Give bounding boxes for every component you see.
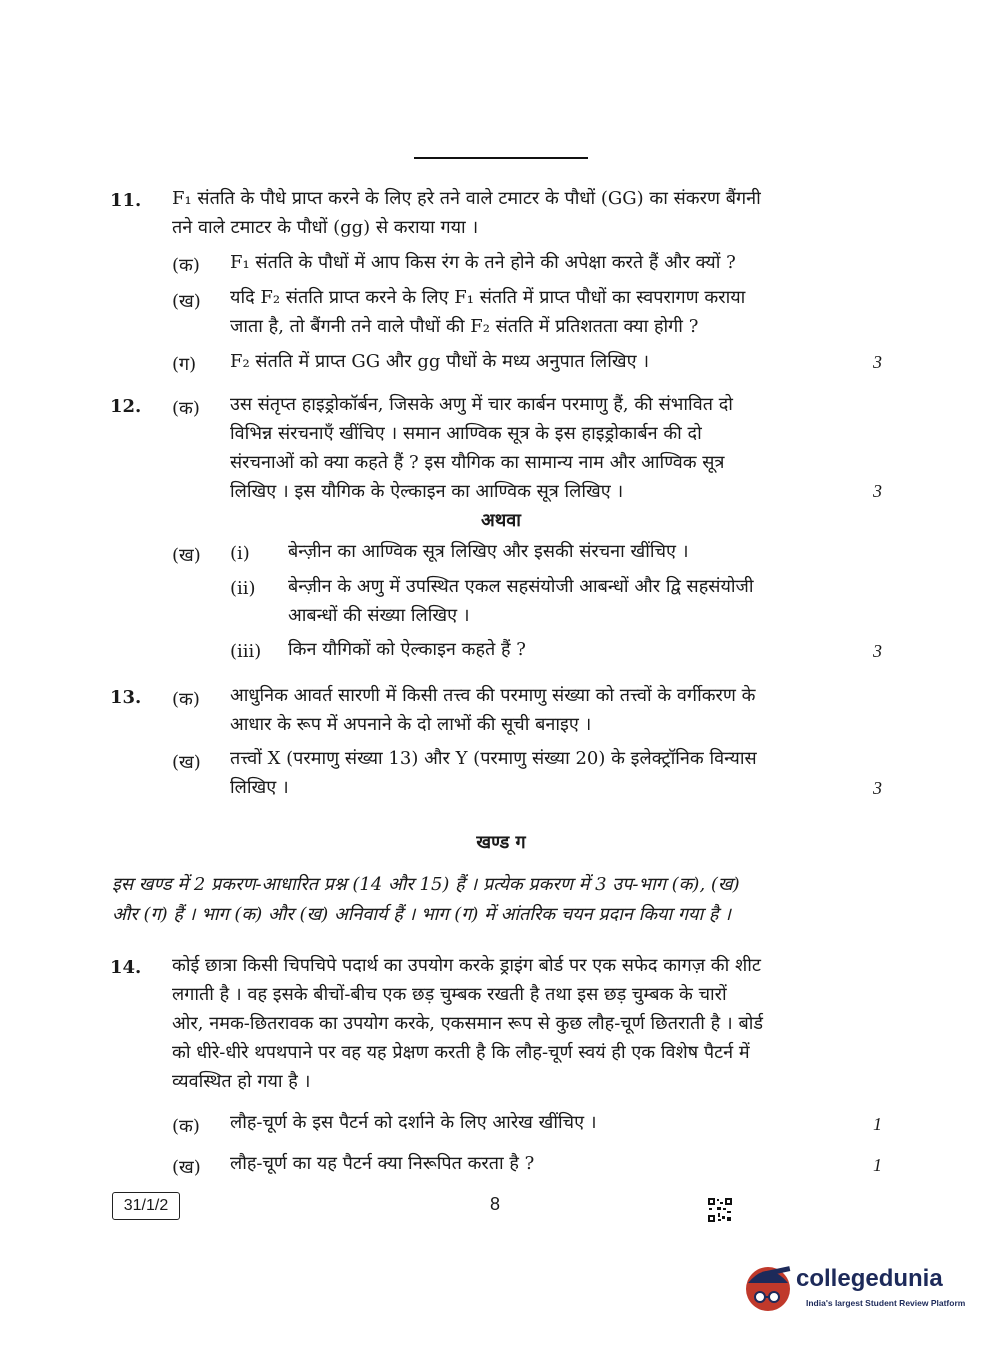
q11-c-label: (ग) bbox=[172, 354, 197, 375]
question-number-12: 12. bbox=[110, 396, 142, 417]
q14-a-label: (क) bbox=[172, 1116, 200, 1137]
q11-stem-line1: F₁ संतति के पौधे प्राप्त करने के लिए हरे तने वाले टमाटर के पौधों (GG) का संकरण बैंगनी bbox=[172, 188, 761, 209]
q14-stem-line3: ओर, नमक-छितरावक का उपयोग करके, एकसमान रूप से कुछ लौह-चूर्ण छितराती है । बोर्ड bbox=[172, 1013, 764, 1034]
q13-a-line1: आधुनिक आवर्त सारणी में किसी तत्त्व की परमाणु संख्या को तत्त्वों के वर्गीकरण के bbox=[230, 685, 756, 706]
question-number-11: 11. bbox=[110, 190, 142, 211]
q12-a-line3: संरचनाओं को क्या कहते हैं ? इस यौगिक का सामान्य नाम और आण्विक सूत्र bbox=[230, 452, 725, 473]
q12-b-iii-text: किन यौगिकों को ऐल्काइन कहते हैं ? bbox=[288, 639, 526, 660]
q14-b-marks: 1 bbox=[873, 1155, 882, 1175]
q14-stem-line4: को धीरे-धीरे थपथपाने पर वह यह प्रेक्षण करती है कि लौह-चूर्ण स्वयं ही एक विशेष पैटर्न में bbox=[172, 1042, 750, 1063]
q13-a-label: (क) bbox=[172, 689, 200, 710]
q11-stem-line2: तने वाले टमाटर के पौधों (gg) से कराया गया । bbox=[172, 217, 479, 238]
q11-b-line1: यदि F₂ संतति प्राप्त करने के लिए F₁ संतति में प्राप्त पौधों का स्वपरागण कराया bbox=[230, 287, 746, 308]
q13-marks: 3 bbox=[873, 778, 882, 798]
q14-stem-line5: व्यवस्थित हो गया है । bbox=[172, 1071, 311, 1092]
q11-a-label: (क) bbox=[172, 255, 200, 276]
q11-a-text: F₁ संतति के पौधों में आप किस रंग के तने होने की अपेक्षा करते हैं और क्यों ? bbox=[230, 252, 736, 273]
q13-b-line2: लिखिए । bbox=[230, 777, 289, 798]
q12-b-label: (ख) bbox=[172, 545, 201, 566]
q11-marks: 3 bbox=[873, 352, 882, 372]
q12-b-ii-line1: बेन्ज़ीन के अणु में उपस्थित एकल सहसंयोजी आबन्धों और द्वि सहसंयोजी bbox=[288, 576, 754, 597]
q12-b-ii-line2: आबन्धों की संख्या लिखिए । bbox=[288, 605, 470, 626]
q11-b-line2: जाता है, तो बैंगनी तने वाले पौधों की F₂ संतति में प्रतिशतता क्या होगी ? bbox=[230, 316, 699, 337]
q14-a-text: लौह-चूर्ण के इस पैटर्न को दर्शाने के लिए आरेख खींचिए । bbox=[230, 1112, 597, 1133]
q12-b-marks: 3 bbox=[873, 641, 882, 661]
q13-b-line1: तत्त्वों X (परमाणु संख्या 13) और Y (परमाणु संख्या 20) के इलेक्ट्रॉनिक विन्यास bbox=[230, 748, 757, 769]
question-number-13: 13. bbox=[110, 687, 142, 708]
q12-b-i-text: बेन्ज़ीन का आण्विक सूत्र लिखिए और इसकी संरचना खींचिए । bbox=[288, 541, 689, 562]
section-instructions-line2: और (ग) हैं । भाग (क) और (ख) अनिवार्य हैं । भाग (ग) में आंतरिक चयन प्रदान किया गया है । bbox=[112, 904, 731, 925]
q11-b-label: (ख) bbox=[172, 291, 201, 312]
question-number-14: 14. bbox=[110, 957, 142, 978]
q11-c-text: F₂ संतति में प्राप्त GG और gg पौधों के मध्य अनुपात लिखिए । bbox=[230, 351, 650, 372]
top-divider bbox=[414, 157, 588, 159]
q12-a-line4: लिखिए । इस यौगिक के ऐल्काइन का आण्विक सूत्र लिखिए । bbox=[230, 481, 624, 502]
q14-stem-line2: लगाती है । वह इसके बीचों-बीच एक छड़ चुम्बक रखती है तथा इस छड़ चुम्बक के चारों bbox=[172, 984, 727, 1005]
q12-b-iii-label: (iii) bbox=[230, 641, 262, 662]
section-instructions-line1: इस खण्ड में 2 प्रकरण-आधारित प्रश्न (14 और 15) हैं । प्रत्येक प्रकरण में 3 उप-भाग (क), (ख) bbox=[112, 874, 740, 895]
logo-tagline: India's largest Student Review Platform bbox=[806, 1298, 966, 1308]
q12-b-ii-label: (ii) bbox=[230, 578, 256, 599]
q12-a-marks: 3 bbox=[873, 481, 882, 501]
q14-b-label: (ख) bbox=[172, 1157, 201, 1178]
q14-stem-line1: कोई छात्रा किसी चिपचिपे पदार्थ का उपयोग करके ड्राइंग बोर्ड पर एक सफेद कागज़ की शीट bbox=[172, 955, 761, 976]
q12-a-line1: उस संतृप्त हाइड्रोकॉर्बन, जिसके अणु में चार कार्बन परमाणु हैं, की संभावित दो bbox=[230, 394, 733, 415]
qr-code-icon bbox=[707, 1197, 733, 1223]
q13-a-line2: आधार के रूप में अपनाने के दो लाभों की सूची बनाइए । bbox=[230, 714, 592, 735]
page-number: 8 bbox=[490, 1194, 501, 1214]
q13-b-label: (ख) bbox=[172, 752, 201, 773]
logo-name: collegedunia bbox=[796, 1265, 943, 1292]
q12-a-line2: विभिन्न संरचनाएँ खींचिए । समान आण्विक सूत्र के इस हाइड्रोकार्बन की दो bbox=[230, 423, 702, 444]
q12-b-i-label: (i) bbox=[230, 543, 250, 564]
or-heading: अथवा bbox=[481, 510, 521, 531]
q12-a-label: (क) bbox=[172, 398, 200, 419]
section-title: खण्ड ग bbox=[476, 832, 526, 853]
q14-a-marks: 1 bbox=[873, 1114, 882, 1134]
paper-code: 31/1/2 bbox=[112, 1192, 180, 1220]
q14-b-text: लौह-चूर्ण का यह पैटर्न क्या निरूपित करता है ? bbox=[230, 1153, 535, 1174]
